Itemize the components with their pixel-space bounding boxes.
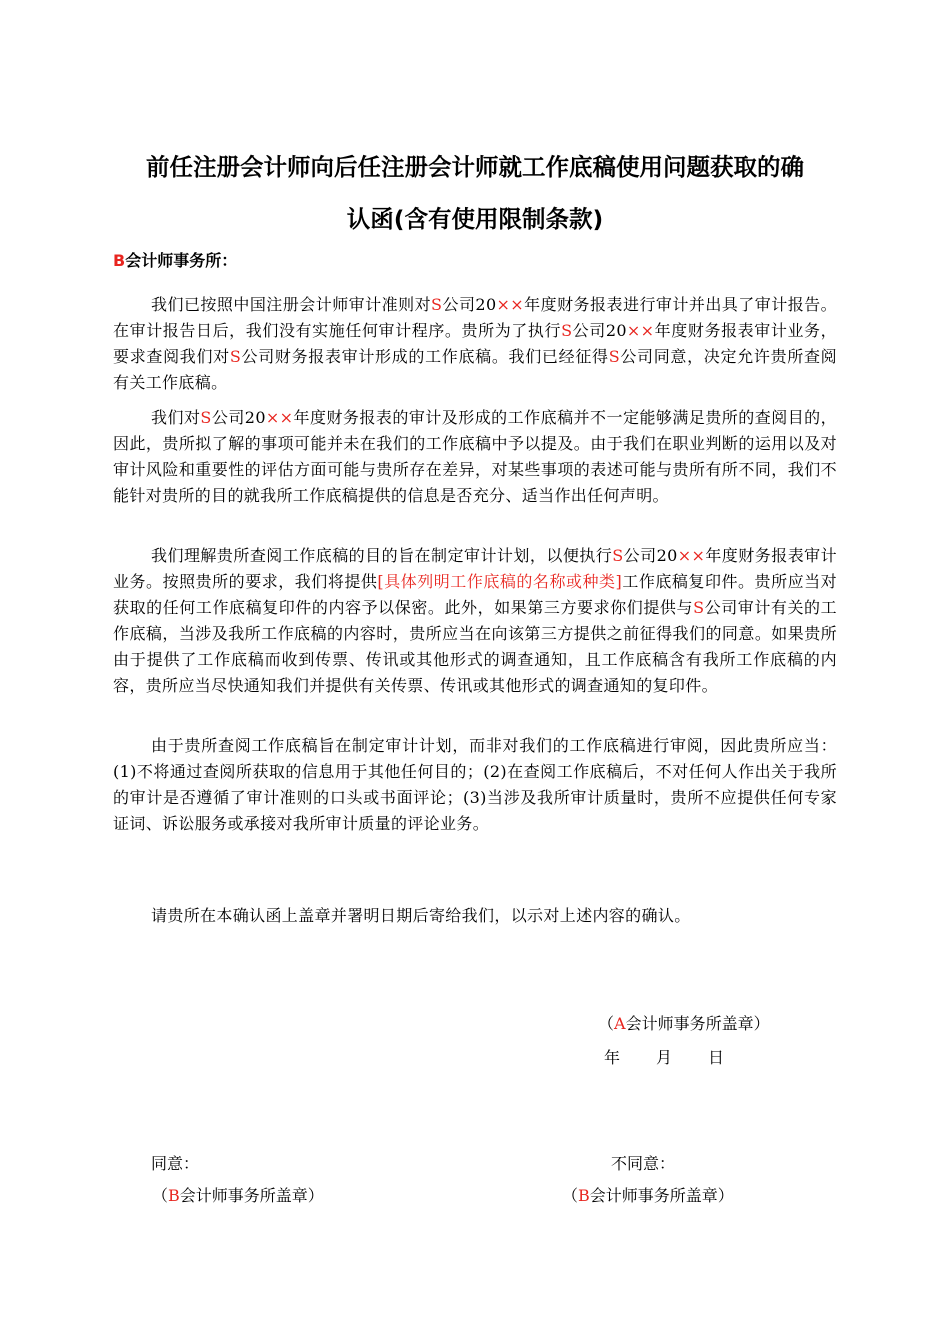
highlighted-text: ×× <box>626 321 655 340</box>
disagree-seal-text: 会计师事务所盖章） <box>589 1186 734 1205</box>
highlighted-text: S <box>431 295 443 314</box>
highlighted-text: S <box>561 321 573 340</box>
paragraph-text: 年度财务报表进行审计并出具了审计报告。在审计报告日后，我们没有实施任何审计程序。贵所为了执行 <box>113 295 838 340</box>
firm-a-seal-text: 会计师事务所盖章） <box>625 1014 770 1033</box>
disagree-label: 不同意： <box>611 1154 676 1173</box>
paragraph-text: 公司20 <box>211 408 266 427</box>
firm-a-seal-line <box>598 1012 770 1036</box>
addressee-text: 会计师事务所： <box>125 251 238 270</box>
firm-a-letter: A <box>614 1014 626 1033</box>
highlighted-text: ×× <box>496 295 525 314</box>
date-year: 年 <box>604 1048 621 1067</box>
seal-open-paren: （ <box>562 1186 579 1205</box>
agree-firm-letter: B <box>168 1186 180 1205</box>
highlighted-text: S <box>693 598 705 617</box>
disagree-seal-line <box>562 1184 734 1208</box>
highlighted-text: ×× <box>677 546 706 565</box>
paragraph-3 <box>113 543 837 699</box>
paragraph-text: 公司20 <box>623 546 678 565</box>
document-title-line-2: 认函(含有使用限制条款) <box>346 205 604 233</box>
paragraph-text: 我们已按照中国注册会计师审计准则对 <box>151 295 432 314</box>
paragraph-text: 公司20 <box>442 295 497 314</box>
date-month: 月 <box>656 1048 673 1067</box>
paragraph-text: 我们理解贵所查阅工作底稿的目的旨在制定审计计划，以便执行 <box>151 546 613 565</box>
highlighted-text: ×× <box>265 408 294 427</box>
date-line <box>604 1046 724 1070</box>
paragraph-text: 年度财务报表审计业务。按照贵所的要求，我们将提供 <box>113 546 837 591</box>
paragraph-text: 年度财务报表的审计及形成的工作底稿并不一定能够满足贵所的查阅目的，因此，贵所拟了解的事项可能并未在我们的工作底稿中予以提及。由于我们在职业判断的运用以及对审计风险和重要性的评估方面可能与贵所存在差异，对某些事项的表述可能与贵所有所不同，我们不能针对贵所的目的就我所工作底稿提供的信息是否充分、适当作出任何声明。 <box>113 408 837 505</box>
seal-open-paren: （ <box>598 1014 615 1033</box>
agree-seal-line <box>152 1184 324 1208</box>
highlighted-text: S <box>608 347 621 366</box>
paragraph-4 <box>113 733 837 837</box>
disagree-firm-letter: B <box>578 1186 590 1205</box>
paragraph-text: 请贵所在本确认函上盖章并署明日期后寄给我们，以示对上述内容的确认。 <box>151 906 691 925</box>
paragraph-text: 由于贵所查阅工作底稿旨在制定审计计划，而非对我们的工作底稿进行审阅，因此贵所应当：(1)不将通过查阅所获取的信息用于其他任何目的；(2)在查阅工作底稿后，不对任何人作出关于我所的审计是否遵循了审计准则的口头或书面评论；(3)当涉及我所审计质量时，贵所不应提供任何专家证词、诉讼服务或承接对我所审计质量的评论业务。 <box>113 736 837 833</box>
paragraph-text: 工作底稿复印件。贵所应当对获取的任何工作底稿复印件的内容予以保密。此外，如果第三方要求你们提供与 <box>113 572 837 617</box>
highlighted-text: S <box>612 546 624 565</box>
agree-seal-text: 会计师事务所盖章） <box>179 1186 324 1205</box>
paragraph-text: 我们对 <box>151 408 201 427</box>
highlighted-text: S <box>200 408 212 427</box>
highlighted-text: [具体列明工作底稿的名称或种类] <box>377 572 623 591</box>
paragraph-text: 公司20 <box>572 321 627 340</box>
paragraph-text: 年度财务报表审计业务，要求查阅我们对 <box>113 321 837 366</box>
paragraph-2 <box>113 405 837 509</box>
document-title-line-1: 前任注册会计师向后任注册会计师就工作底稿使用问题获取的确 <box>146 153 804 181</box>
highlighted-text: S <box>229 347 242 366</box>
addressee-firm-letter: B <box>113 251 126 270</box>
addressee <box>113 249 237 273</box>
paragraph-text: 公司财务报表审计形成的工作底稿。我们已经征得 <box>241 347 609 366</box>
paragraph-text: 公司审计有关的工作底稿，当涉及我所工作底稿的内容时，贵所应当在向该第三方提供之前征得我们的同意。如果贵所由于提供了工作底稿而收到传票、传讯或其他形式的调查通知，且工作底稿含有我所工作底稿的内容，贵所应当尽快通知我们并提供有关传票、传讯或其他形式的调查通知的复印件。 <box>113 598 837 695</box>
date-day: 日 <box>708 1048 725 1067</box>
paragraph-text: 公司同意，决定允许贵所查阅有关工作底稿。 <box>113 347 837 392</box>
paragraph-1 <box>113 292 837 396</box>
agree-label: 同意： <box>151 1154 200 1173</box>
paragraph-5 <box>151 903 851 929</box>
seal-open-paren: （ <box>152 1186 169 1205</box>
